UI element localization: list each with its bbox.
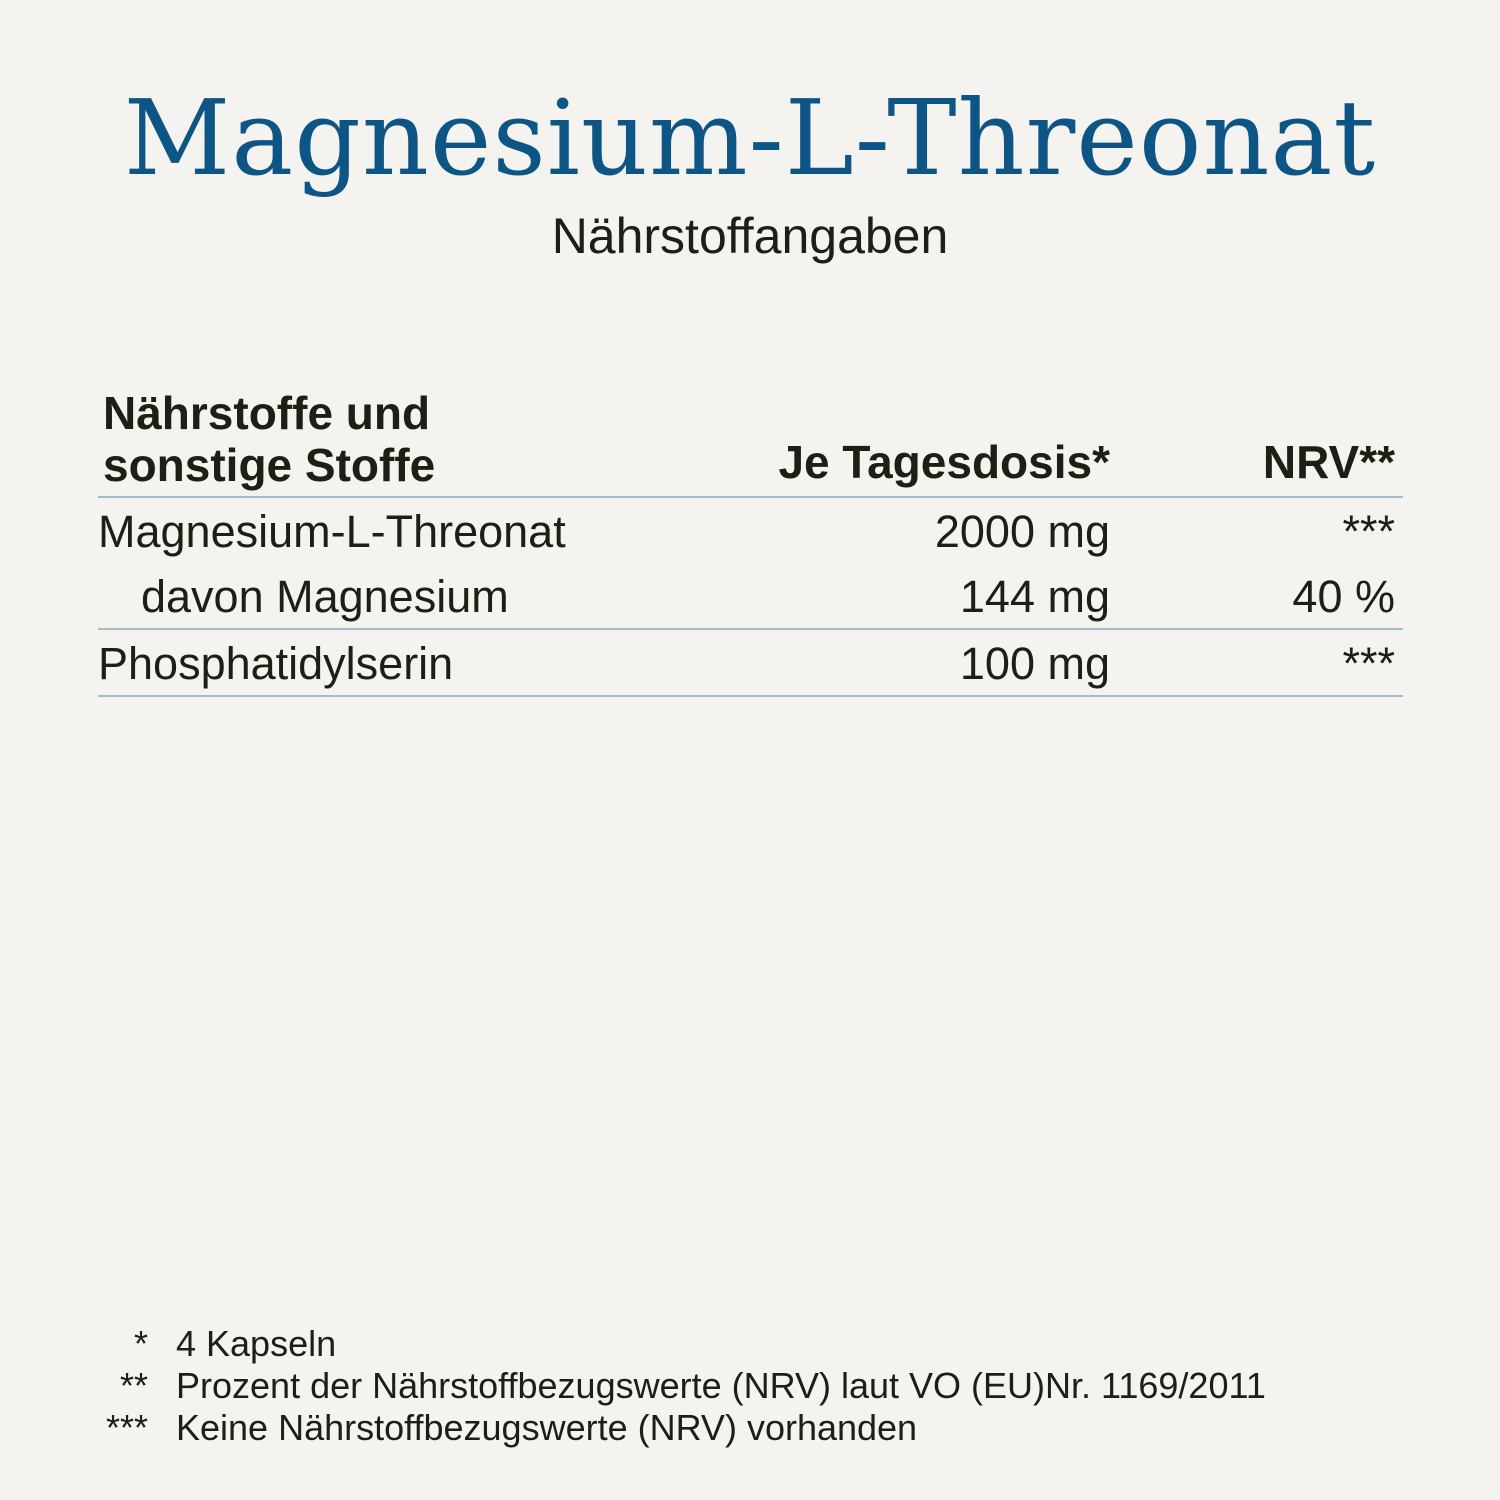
row-nutrient-name: davon Magnesium <box>141 571 509 622</box>
header-nutrient-line1: Nährstoffe und <box>103 387 431 439</box>
table-header-row <box>98 385 1403 498</box>
footnote-mark: ** <box>119 1365 148 1406</box>
header-nrv: NRV** <box>1262 436 1395 488</box>
row-nutrient-name: Phosphatidylserin <box>98 638 454 689</box>
row-nutrient-name: Magnesium-L-Threonat <box>98 506 566 557</box>
table-row <box>98 630 1403 697</box>
page-subtitle: Nährstoffangaben <box>551 208 949 264</box>
footnote-mark: * <box>133 1323 148 1364</box>
footnote-text: 4 Kapseln <box>176 1323 337 1364</box>
page-title: Magnesium-L-Threonat <box>123 77 1377 199</box>
table-row <box>98 498 1403 563</box>
header-daily-dose: Je Tagesdosis* <box>778 436 1110 488</box>
footnote <box>98 1323 1398 1365</box>
row-daily-dose: 144 mg <box>959 571 1110 622</box>
table-row <box>98 563 1403 630</box>
row-daily-dose: 100 mg <box>959 638 1110 689</box>
row-nrv: *** <box>1342 638 1395 689</box>
footnote <box>98 1365 1398 1407</box>
row-nrv: *** <box>1342 506 1395 557</box>
footnote <box>98 1407 1398 1449</box>
row-nrv: 40 % <box>1292 571 1395 622</box>
footnote-mark: *** <box>105 1407 148 1448</box>
header-nutrient <box>103 387 623 491</box>
footnote-text: Prozent der Nährstoffbezugswerte (NRV) laut VO (EU)Nr. 1169/2011 <box>176 1365 1266 1406</box>
footnotes <box>98 1323 1398 1449</box>
row-daily-dose: 2000 mg <box>934 506 1110 557</box>
header-nutrient-line2: sonstige Stoffe <box>103 439 436 491</box>
footnote-text: Keine Nährstoffbezugswerte (NRV) vorhanden <box>176 1407 918 1448</box>
nutrition-table <box>98 385 1403 697</box>
